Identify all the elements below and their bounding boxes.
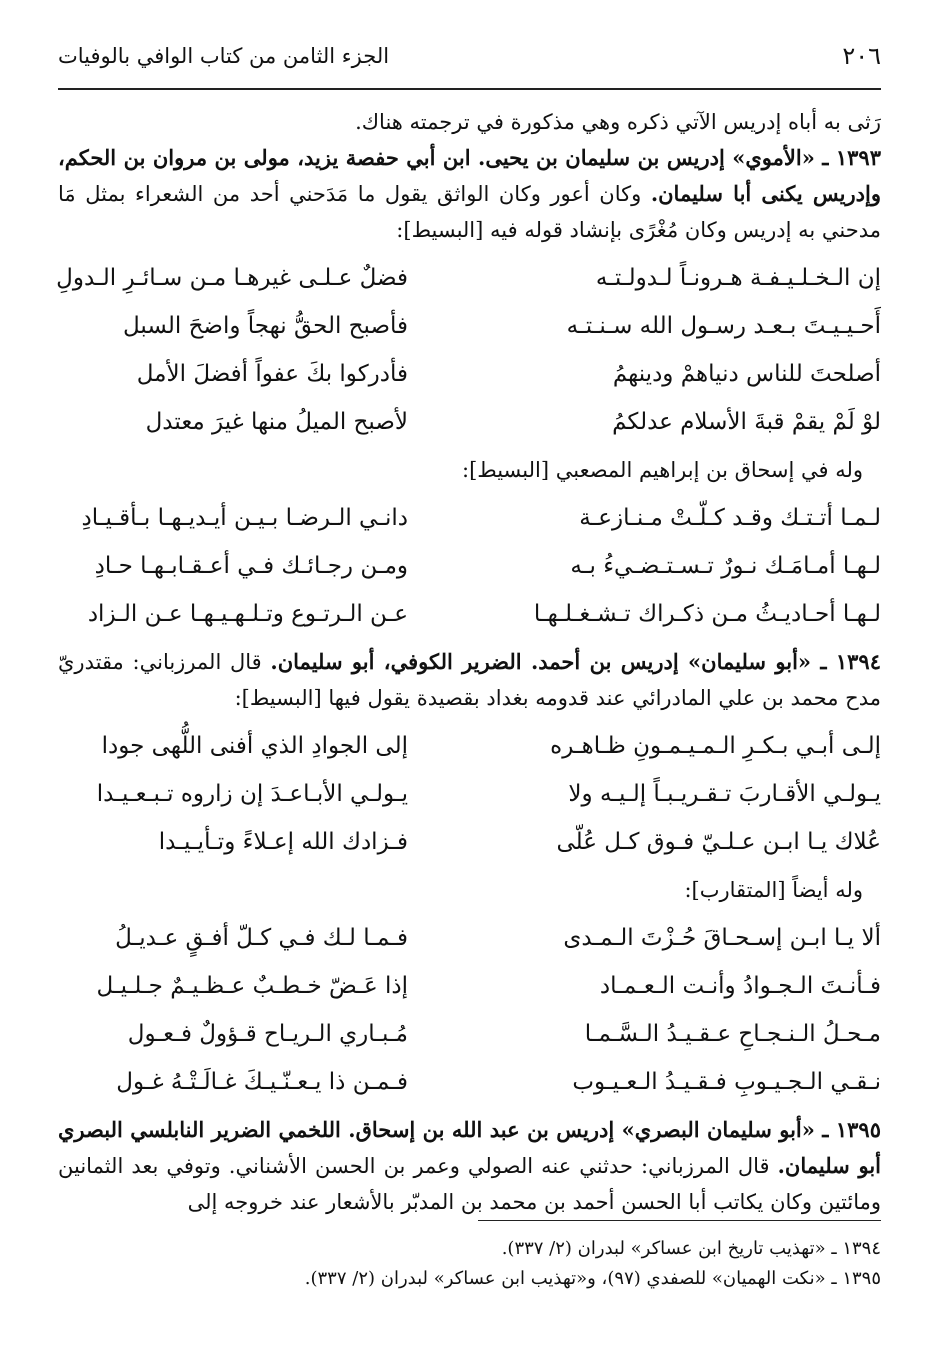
poem-1 [58,254,881,446]
entry-1394-heading: ١٣٩٤ ـ «أبو سليمان» إدريس بن أحمد. الضرير الكوفي، أبو سليمان. [270,649,881,674]
verse [58,542,881,590]
second-hemistich: فـزادك الله إعـلاءً وتـأيـيـدا [158,829,408,855]
second-hemistich: إذا عَـضّ خـطـبٌ عـظـيـمٌ جـلـيـل [96,973,408,999]
second-hemistich: فضلٌ عـلـى غيرهـا مـن سـائـرِ الـدولِ [56,265,408,291]
first-hemistich: يـولـي الأقـاربَ تـقـريـبـاً إلـيـه ولا [568,781,881,807]
verse [58,302,881,350]
first-hemistich: إلـى أبـي بـكـرِ الـمـيـمـونِ ظـاهـره [550,733,881,759]
first-hemistich: فـأنـتَ الـجـوادُ وأنـت الـعـمـاد [599,973,881,999]
verse [58,1058,881,1106]
second-hemistich: إلى الجوادِ الذي أفنى اللُّهى جودا [101,733,408,759]
footnote-1395: ١٣٩٥ ـ «نكت الهميان» للصفدي (٩٧)، و«تهذيب ابن عساكر» لبدران (٢/ ٣٣٧). [304,1268,881,1289]
first-hemistich: عُلاك يـا ابـن عـلـيّ فـوق كـل عُلّى [556,829,881,855]
poem-2-intro: وله في إسحاق بن إبراهيم المصعبي [البسيط]: [462,458,863,482]
second-hemistich: عـن الـرتـوع وتـلـهـيـهـا عـن الـزاد [87,601,408,627]
first-hemistich: ألا يـا ابـن إسـحـاقَ حُـزْتَ الـمـدى [563,925,881,951]
entry-1393-text: وكان أعور وكان الواثق يقول ما مَدَحني أحد من الشعراء بمثل مَا مدحني به إدريس وكان مُغْرًى بإنشاد قوله فيه [البسيط]: [58,182,881,242]
first-hemistich: لوْ لَمْ يقمْ قبةَ الأسلام عدلكمُ [612,409,881,435]
second-hemistich: دانـي الـرضـا بـيـن أيـديـهـا بـأقـيـادِ [81,505,408,531]
first-hemistich: لـهـا أحـاديـثُ مـن ذكـراك تـشـغـلـهـا [533,601,881,627]
second-hemistich: فـمـا لـك فـي كـلّ أفـقٍ عـديـلُ [115,925,408,951]
entry-1394 [58,644,881,716]
verse [58,494,881,542]
footnotes [58,1234,881,1294]
verse [58,962,881,1010]
poem-4-intro: وله أيضاً [المتقارب]: [684,878,863,902]
second-hemistich: فأصبح الحقُّ نهجاً واضحَ السبل [123,313,408,339]
first-hemistich: مـحـلُ الـنـجـاحِ عـقـيـدُ الـسَّـمـا [584,1021,881,1047]
first-hemistich: أَحـيـيـتَ بـعـد رسـول الله سـنـتـه [566,313,881,339]
poem-3 [58,722,881,866]
first-hemistich: لـهـا أمـامَـك نـورٌ تـسـتـضـيءُ بـه [570,553,881,579]
entry-1393 [58,140,881,248]
verse [58,254,881,302]
second-hemistich: يـولـي الأبـاعـدَ إن زاروه تـبـعـيـدا [96,781,408,807]
entry-1394-text: قال المرزباني: مقتدريّ مدح محمد بن علي المادرائي عند قدومه بغداد بقصيدة يقول فيها [البسيط]: [58,650,881,710]
verse [58,590,881,638]
verse [58,350,881,398]
page-header [58,38,881,90]
page-content [58,104,881,1220]
first-hemistich: إن الـخـلـيـفـة هـرونـاً لـدولـتـه [595,265,881,291]
page-number: ٢٠٦ [842,42,881,70]
verse [58,1010,881,1058]
second-hemistich: فـمـن ذا يـعـنّـيـكَ غـالَـتْـهُ غـول [116,1069,408,1095]
second-hemistich: ومـن رجـائـك فـي أعـقـابـهـا حـادِ [94,553,408,579]
verse [58,914,881,962]
first-hemistich: لـمـا أتـتـك وقـد كـلّـتْ مـنـازعـة [579,505,881,531]
verse [58,770,881,818]
second-hemistich: مُـبـاري الـريـاح قـؤولٌ فـعـول [127,1021,408,1047]
verse [58,722,881,770]
verse [58,818,881,866]
running-title: الجزء الثامن من كتاب الوافي بالوفيات [58,44,390,68]
second-hemistich: لأصبح الميلُ منها غيرَ معتدل [145,409,408,435]
entry-1395-heading: ١٣٩٥ ـ «أبو سليمان البصري» إدريس بن عبد الله بن إسحاق. اللخمي الضرير النابلسي البصري أبو سليمان. [58,1117,881,1178]
opening-line: رَثى به أباه إدريس الآتي ذكره وهي مذكورة في ترجمته هناك. [355,110,881,134]
second-hemistich: فأدركوا بكَ عفواً أفضلَ الأمل [136,361,408,387]
poem-2 [58,494,881,638]
entry-1395 [58,1112,881,1220]
first-hemistich: أصلحتَ للناس دنياهمْ ودينهمُ [612,361,881,387]
first-hemistich: نـقـي الـجـيـوبِ فـقـيـدُ الـعـيـوب [572,1069,881,1095]
verse [58,398,881,446]
poem-4 [58,914,881,1106]
entry-1395-text: قال المرزباني: حدثني عنه الصولي وعمر بن الحسن الأشناني. وتوفي بعد الثمانين ومائتين وكان يكاتب أبا الحسن أحمد بن محمد بن المدبّر بالأشعار عند خروجه إلى [58,1154,881,1214]
entry-1393-heading: ١٣٩٣ ـ «الأموي» إدريس بن سليمان بن يحيى. ابن أبي حفصة يزيد، مولى بن مروان بن الحكم، وإدريس يكنى أبا سليمان. [58,145,881,206]
footnote-divider [478,1220,881,1221]
footnote-1394: ١٣٩٤ ـ «تهذيب تاريخ ابن عساكر» لبدران (٢/ ٣٣٧). [501,1238,881,1259]
